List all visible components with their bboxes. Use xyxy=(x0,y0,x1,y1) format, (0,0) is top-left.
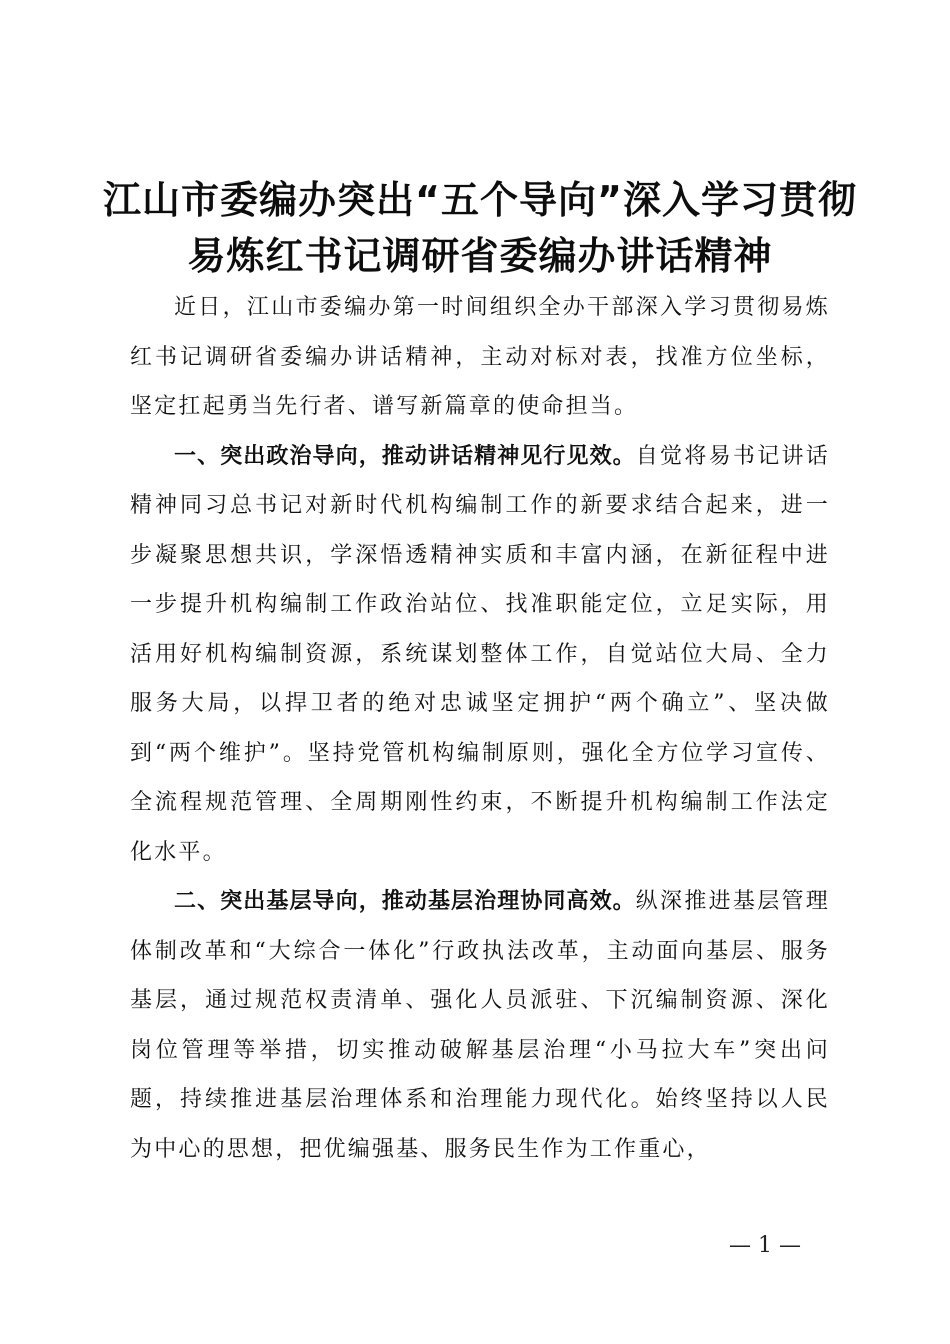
section-1-heading: 一、突出政治导向，推动讲话精神见行见效。 xyxy=(174,443,636,469)
document-title xyxy=(100,172,860,284)
intro-paragraph: 近日，江山市委编办第一时间组织全办干部深入学习贯彻易炼红书记调研省委编办讲话精神，主动对标对表，找准方位坐标，坚定扛起勇当先行者、谱写新篇章的使命担当。 xyxy=(130,295,830,419)
section-2-paragraph xyxy=(130,877,830,1174)
document-body xyxy=(130,283,830,1174)
title-line-1: 江山市委编办突出“五个导向”深入学习贯彻 xyxy=(103,178,857,222)
section-2-text: 纵深推进基层管理体制改革和“大综合一体化”行政执法改革，主动面向基层、服务基层，通过规范权责清单、强化人员派驻、下沉编制资源、深化岗位管理等举措，切实推动破解基层治理“小马拉大车”突出问题，持续推进基层治理体系和治理能力现代化。始终坚持以人民为中心的思想，把优编强基、服务民生作为工作重心， xyxy=(130,889,830,1162)
section-1-text: 自觉将易书记讲话精神同习总书记对新时代机构编制工作的新要求结合起来，进一步凝聚思想共识，学深悟透精神实质和丰富内涵，在新征程中进一步提升机构编制工作政治站位、找准职能定位，立足实际，用活用好机构编制资源，系统谋划整体工作，自觉站位大局、全力服务大局，以捍卫者的绝对忠诚坚定拥护“两个确立”、坚决做到“两个维护”。坚持党管机构编制原则，强化全方位学习宣传、全流程规范管理、全周期刚性约束，不断提升机构编制工作法定化水平。 xyxy=(130,443,830,865)
section-1-paragraph xyxy=(130,432,830,878)
page-number: — 1 — xyxy=(729,1233,801,1258)
section-2-heading: 二、突出基层导向，推动基层治理协同高效。 xyxy=(174,889,636,914)
title-line-2: 易炼红书记调研省委编办讲话精神 xyxy=(187,234,773,278)
